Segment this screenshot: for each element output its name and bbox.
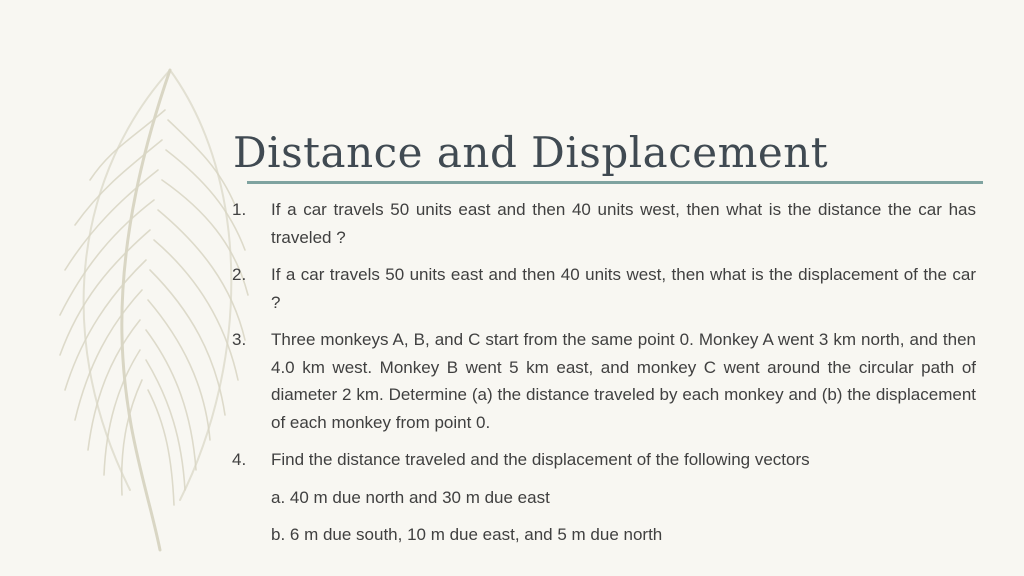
list-item	[232, 196, 976, 251]
list-item	[232, 326, 976, 436]
item-number: 2.	[232, 265, 247, 284]
item-text: If a car travels 50 units east and then 40 units west, then what is the distance the car has traveled ?	[271, 200, 976, 247]
item-text: Three monkeys A, B, and C start from the same point 0. Monkey A went 3 km north, and then 4.0 km west. Monkey B went 5 km east, and monkey C went around the circular path of diameter 2 km. Determine (a) the distance traveled by each monkey and (b) the displacement of each monkey from point 0.	[271, 330, 976, 432]
item-number: 1.	[232, 200, 247, 219]
item-text: Find the distance traveled and the displacement of the following vectors	[271, 450, 810, 469]
sub-item: a. 40 m due north and 30 m due east	[271, 487, 550, 507]
slide-title: Distance and Displacement	[233, 128, 829, 177]
title-underline	[247, 181, 983, 184]
list-item	[232, 446, 976, 474]
question-list	[232, 196, 976, 559]
item-number: 4.	[232, 450, 247, 469]
feather-icon	[60, 70, 248, 550]
item-number: 3.	[232, 330, 247, 349]
item-text: If a car travels 50 units east and then 40 units west, then what is the displacement of the car ?	[271, 265, 976, 312]
list-item	[232, 261, 976, 316]
sub-item: b. 6 m due south, 10 m due east, and 5 m due north	[271, 525, 663, 544]
